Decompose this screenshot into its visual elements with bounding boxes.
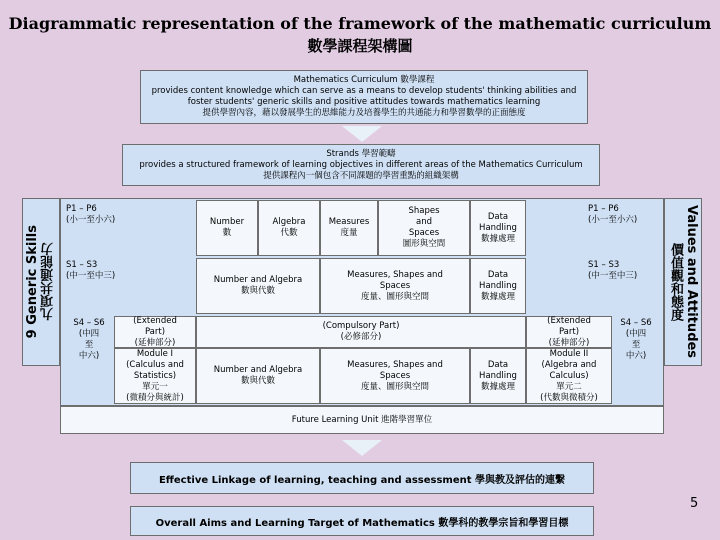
primary-number-cell: Number 數 [196,200,258,256]
page-subtitle: 數學課程架構圖 [307,37,413,55]
down-arrow-1 [342,126,382,142]
effective-linkage-box [130,462,594,494]
strands-heading: Strands 學習範疇 [326,148,396,159]
level-s13-right: S1 – S3 (中一至中三) [588,260,638,281]
module1-cell: Module I (Calculus and Statistics) 單元一 (微積分與統計) [114,348,196,404]
level-s46-left: S4 – S6 (中四 至 中六) [73,318,105,361]
page-title: Diagrammatic representation of the framework of the mathematic curriculum [8,14,712,33]
level-s46-right: S4 – S6 (中四 至 中六) [620,318,652,361]
module2-cell: Module II (Algebra and Calculus) 單元二 (代數與微積分) [526,348,612,404]
effective-linkage-label: Effective Linkage of learning, teaching and assessment 學與教及評估的連繫 [158,474,566,486]
strands-box [122,144,600,186]
curriculum-heading: Mathematics Curriculum 數學課程 [293,75,435,85]
senior-number-algebra-cell: Number and Algebra 數與代數 [196,348,320,404]
future-learning-unit: Future Learning Unit 進階學習單位 [60,406,664,434]
senior-data-cell: Data Handling 數據處理 [470,348,526,404]
values-attitudes-panel [664,198,702,366]
curriculum-desc-zh: 提供學習內容，藉以發展學生的思維能力及培養學生的共通能力和學習數學的正面態度 [202,108,526,118]
primary-measures-cell: Measures 度量 [320,200,378,256]
senior-extended-right-cell: (Extended Part) (延伸部分) [526,316,612,348]
level-p-left: P1 – P6 (小一至小六) [66,204,116,225]
senior-extended-left-cell: (Extended Part) (延伸部分) [114,316,196,348]
curriculum-desc-2: foster students' generic skills and positive attitudes towards mathematics learning [187,97,541,107]
down-arrow-2 [342,440,382,456]
level-p-right: P1 – P6 (小一至小六) [588,204,638,225]
page-number: 5 [690,496,699,511]
curriculum-box [140,70,588,124]
curriculum-desc-1: provides content knowledge which can serve as a means to develop students' thinking abilities and [151,86,577,96]
level-s13-left: S1 – S3 (中一至中三) [66,260,116,281]
senior-msh-cell: Measures, Shapes and Spaces 度量、圖形與空間 [320,348,470,404]
primary-shapes-cell: Shapes and Spaces 圖形與空間 [378,200,470,256]
generic-skills-label: 9 Generic Skills 九項共通能力 [25,225,56,339]
primary-data-cell: Data Handling 數據處理 [470,200,526,256]
overall-aims-box [130,506,594,536]
junior-number-algebra-cell: Number and Algebra 數與代數 [196,258,320,314]
primary-algebra-cell: Algebra 代數 [258,200,320,256]
junior-msh-cell: Measures, Shapes and Spaces 度量、圖形與空間 [320,258,470,314]
senior-compulsory-cell: (Compulsory Part) (必修部分) [196,316,526,348]
generic-skills-panel [22,198,60,366]
strands-desc-zh: 提供課程內一個包含不同課題的學習重點的組織架構 [263,170,459,181]
overall-aims-label: Overall Aims and Learning Target of Mathematics 數學科的教學宗旨和學習目標 [155,517,569,529]
values-attitudes-label: Values and Attitudes 價值觀和態度 [668,205,699,359]
strands-desc: provides a structured framework of learning objectives in different areas of the Mathematics Curriculum [139,159,583,170]
junior-data-cell: Data Handling 數據處理 [470,258,526,314]
